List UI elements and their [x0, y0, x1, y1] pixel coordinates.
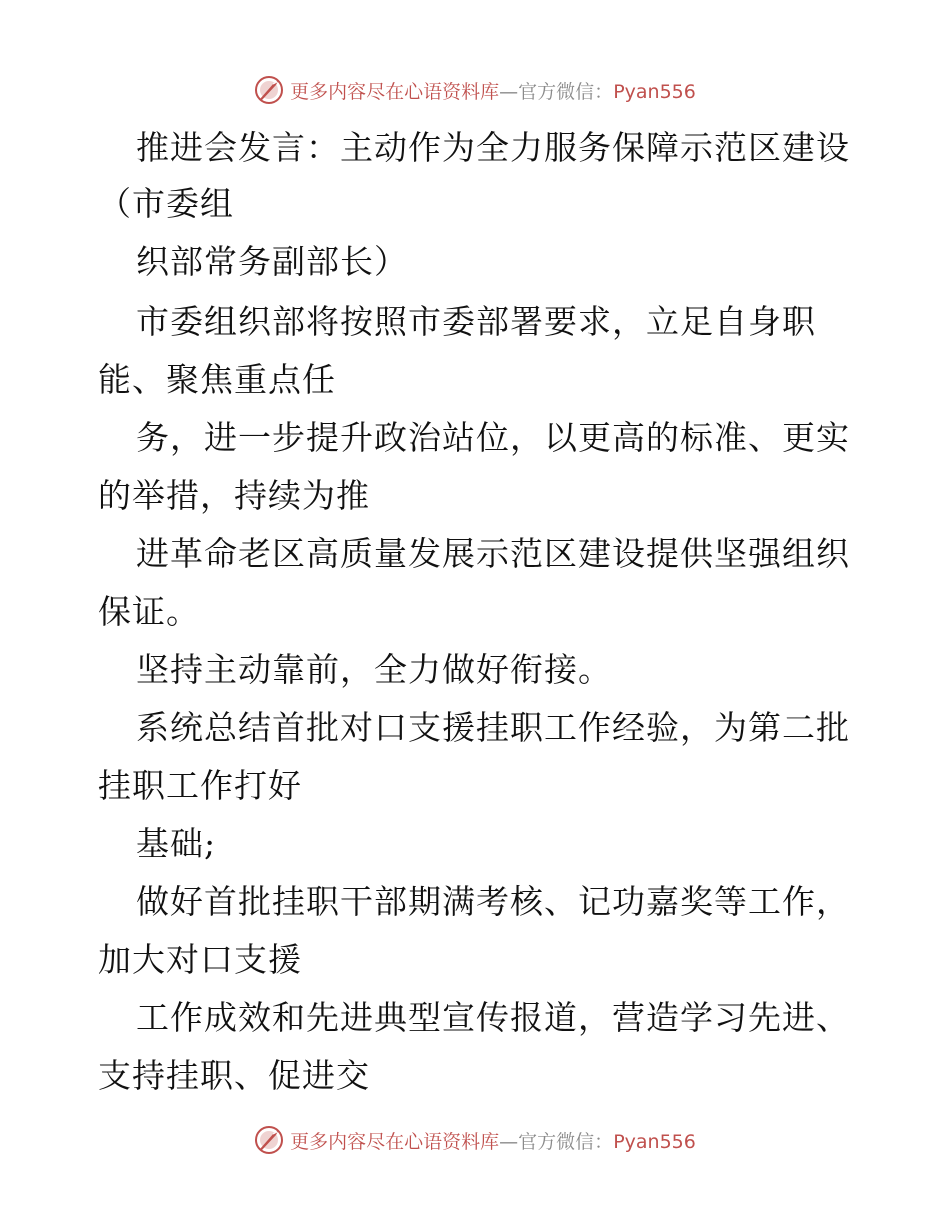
text-line: 的举措，持续为推 — [98, 476, 370, 515]
banner-dash: — — [499, 1130, 519, 1153]
banner-dash: — — [499, 80, 519, 103]
text-line: 挂职工作打好 — [98, 766, 302, 805]
banner-account: Pyan556 — [613, 1130, 696, 1153]
text-line: 推进会发言：主动作为全力服务保障示范区建设 — [136, 128, 850, 167]
text-line: 坚持主动靠前，全力做好衔接。 — [136, 650, 612, 689]
banner-text — [290, 77, 696, 104]
footer-banner — [0, 1122, 950, 1158]
quill-pen-logo-icon — [254, 1125, 284, 1155]
header-banner — [0, 72, 950, 108]
text-line: 系统总结首批对口支援挂职工作经验，为第二批 — [136, 708, 850, 747]
text-line: 保证。 — [98, 592, 200, 631]
text-line: 做好首批挂职干部期满考核、记功嘉奖等工作， — [136, 882, 850, 921]
text-line: 市委组织部将按照市委部署要求，立足自身职 — [136, 302, 816, 341]
banner-text — [290, 1127, 696, 1154]
banner-site-name: 更多内容尽在心语资料库 — [290, 1130, 500, 1153]
text-line: 工作成效和先进典型宣传报道，营造学习先进、 — [136, 998, 850, 1037]
text-line: 织部常务副部长） — [136, 242, 408, 281]
banner-site-name: 更多内容尽在心语资料库 — [290, 80, 500, 103]
banner-wechat-label: 官方微信： — [518, 1130, 614, 1153]
text-line: （市委组 — [98, 184, 234, 223]
text-line: 进革命老区高质量发展示范区建设提供坚强组织 — [136, 534, 850, 573]
text-line: 支持挂职、促进交 — [98, 1056, 370, 1095]
text-line: 加大对口支援 — [98, 940, 302, 979]
text-line: 基础; — [136, 824, 217, 863]
quill-pen-logo-icon — [254, 75, 284, 105]
banner-account: Pyan556 — [613, 80, 696, 103]
text-line: 务，进一步提升政治站位，以更高的标准、更实 — [136, 418, 850, 457]
text-line: 能、聚焦重点任 — [98, 360, 336, 399]
banner-wechat-label: 官方微信： — [518, 80, 614, 103]
